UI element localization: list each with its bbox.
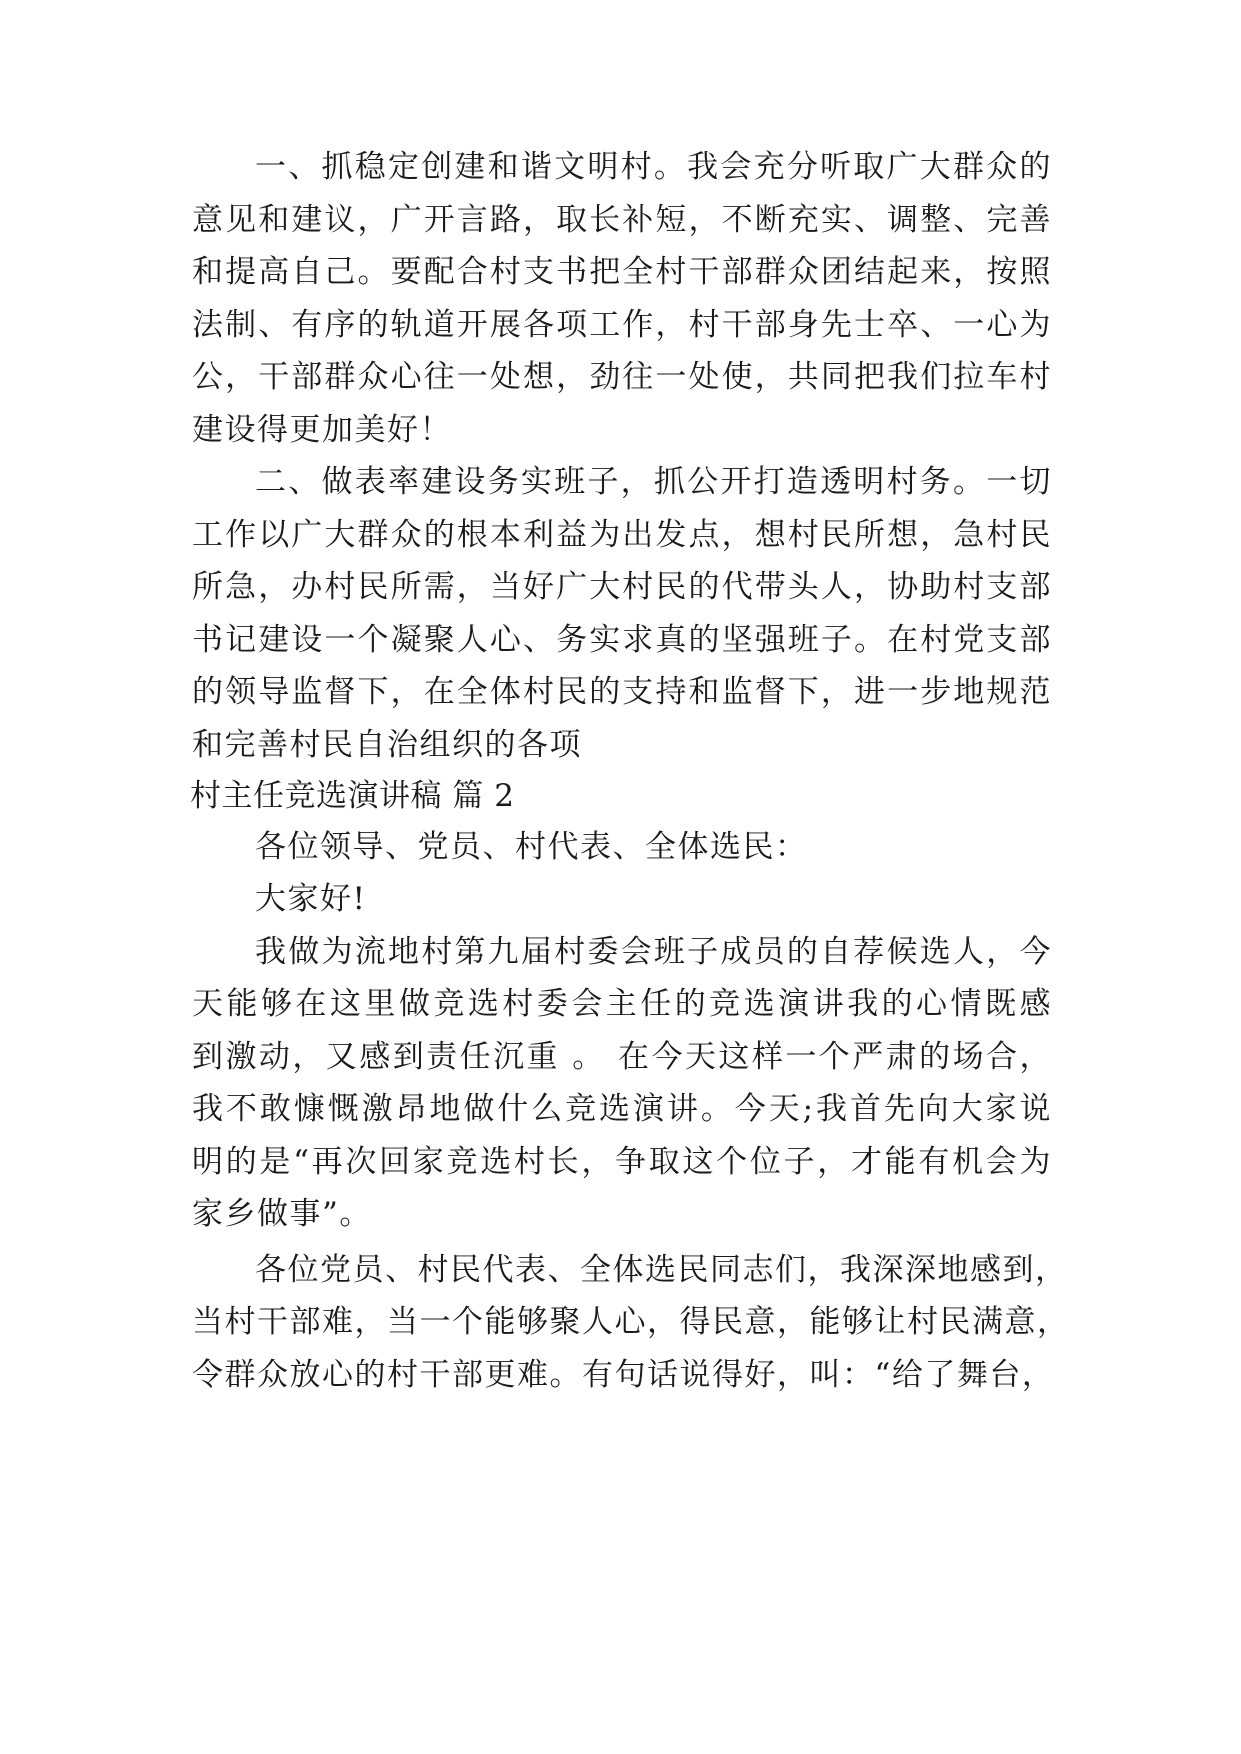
- salutation: 各位领导、党员、村代表、全体选民：: [255, 829, 808, 865]
- paragraph-3-line-3: 到激动，又感到责任沉重 。 在今天这样一个严肃的场合，: [192, 1039, 1052, 1075]
- paragraph-1-line-2: 意见和建议，广开言路，取长补短，不断充实、调整、完善: [192, 202, 1052, 238]
- paragraph-3-line-2: 天能够在这里做竞选村委会主任的竞选演讲我的心情既感: [192, 986, 1052, 1022]
- paragraph-1-line-6: 建设得更加美好！: [192, 412, 452, 448]
- paragraph-4-line-1: 各位党员、村民代表、全体选民同志们，我深深地感到，: [255, 1252, 1068, 1288]
- paragraph-1-line-4: 法制、有序的轨道开展各项工作，村干部身先士卒、一心为: [192, 307, 1052, 343]
- paragraph-2-line-6: 和完善村民自治组织的各项: [192, 727, 582, 763]
- greeting: 大家好!: [255, 881, 367, 917]
- paragraph-2-line-3: 所急，办村民所需，当好广大村民的代带头人，协助村支部: [192, 569, 1052, 605]
- paragraph-2-line-4: 书记建设一个凝聚人心、务实求真的坚强班子。在村党支部: [192, 622, 1052, 658]
- paragraph-1-line-1: 一、抓稳定创建和谐文明村。我会充分听取广大群众的: [255, 149, 1052, 185]
- paragraph-3-line-1: 我做为流地村第九届村委会班子成员的自荐候选人，今: [255, 934, 1052, 970]
- paragraph-1-line-5: 公，干部群众心往一处想，劲往一处使，共同把我们拉车村: [192, 359, 1052, 395]
- paragraph-3-line-6: 家乡做事”。: [192, 1196, 372, 1232]
- paragraph-2-line-5: 的领导监督下，在全体村民的支持和监督下，进一步地规范: [192, 674, 1052, 710]
- paragraph-3-line-5: 明的是“再次回家竞选村长，争取这个位子，才能有机会为: [192, 1144, 1052, 1180]
- section-heading: 村主任竞选演讲稿 篇 2: [190, 778, 515, 814]
- paragraph-4-line-2: 当村干部难，当一个能够聚人心，得民意，能够让村民满意，: [192, 1304, 1070, 1340]
- paragraph-3-line-4: 我不敢慷慨激昂地做什么竞选演讲。今天;我首先向大家说: [192, 1091, 1052, 1127]
- paragraph-1-line-3: 和提高自己。要配合村支书把全村干部群众团结起来，按照: [192, 254, 1052, 290]
- paragraph-2-line-1: 二、做表率建设务实班子，抓公开打造透明村务。一切: [255, 464, 1052, 500]
- paragraph-4-line-3: 令群众放心的村干部更难。有句话说得好，叫：“给了舞台，: [192, 1357, 1055, 1393]
- paragraph-2-line-2: 工作以广大群众的根本利益为出发点，想村民所想，急村民: [192, 517, 1052, 553]
